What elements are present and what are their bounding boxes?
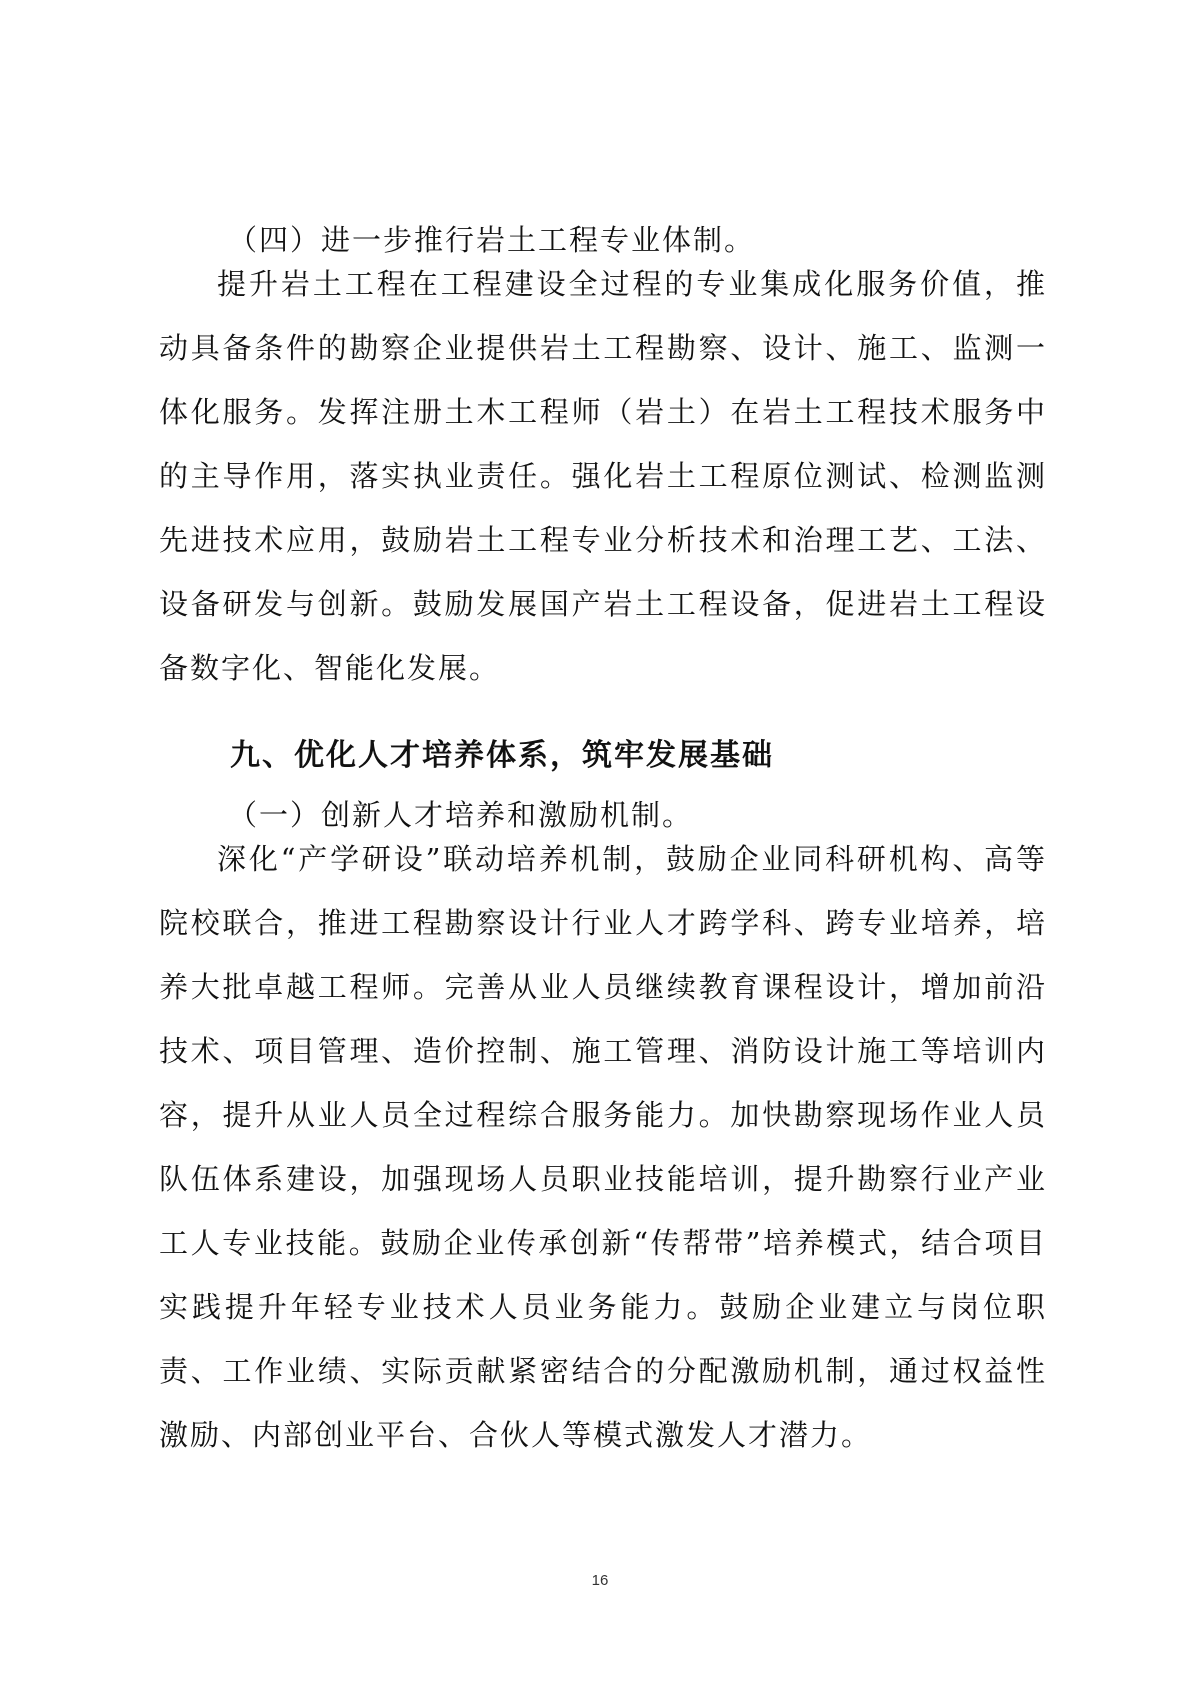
section-4-paragraph: 提升岩土工程在工程建设全过程的专业集成化服务价值，推动具备条件的勘察企业提供岩土工程勘察、设计、施工、监测一体化服务。发挥注册土木工程师（岩土）在岩土工程技术服务中的主导作用，落实执业责任。强化岩土工程原位测试、检测监测先进技术应用，鼓励岩土工程专业分析技术和治理工艺、工法、设备研发与创新。鼓励发展国产岩土工程设备，促进岩土工程设备数字化、智能化发展。 <box>159 267 1047 685</box>
section-4-heading: （四）进一步推行岩土工程专业体制。 <box>228 223 756 257</box>
chapter-9-heading: 九、优化人才培养体系，筑牢发展基础 <box>230 738 774 773</box>
chapter-9-body <box>159 827 1047 1467</box>
chapter-9-paragraph: 深化“产学研设”联动培养机制，鼓励企业同科研机构、高等院校联合，推进工程勘察设计行业人才跨学科、跨专业培养，培养大批卓越工程师。完善从业人员继续教育课程设计，增加前沿技术、项目管理、造价控制、施工管理、消防设计施工等培训内容，提升从业人员全过程综合服务能力。加快勘察现场作业人员队伍体系建设，加强现场人员职业技能培训，提升勘察行业产业工人专业技能。鼓励企业传承创新“传帮带”培养模式，结合项目实践提升年轻专业技术人员业务能力。鼓励企业建立与岗位职责、工作业绩、实际贡献紧密结合的分配激励机制，通过权益性激励、内部创业平台、合伙人等模式激发人才潜力。 <box>159 842 1047 1452</box>
page-number: 16 <box>591 1572 609 1589</box>
section-4-body <box>159 252 1047 700</box>
chapter-9-sub-heading: （一）创新人才培养和激励机制。 <box>228 798 694 832</box>
